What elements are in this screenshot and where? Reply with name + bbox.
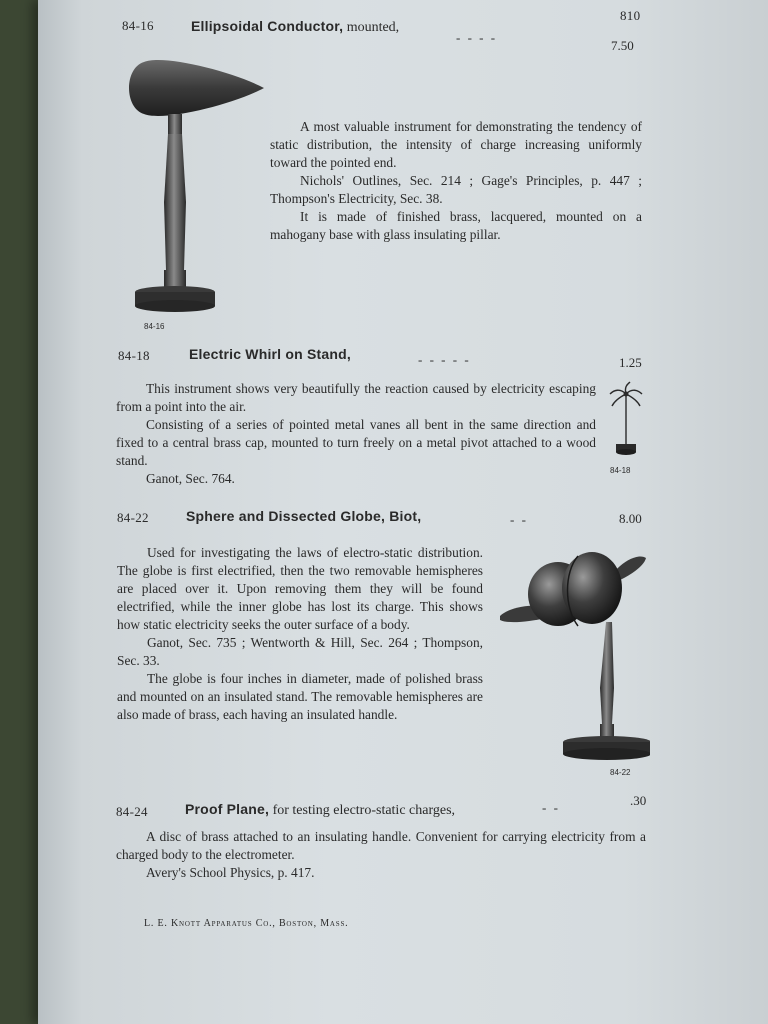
reference-paragraph: Nichols' Outlines, Sec. 214 ; Gage's Principles, p. 447 ; Thompson's Electricity, Sec. 38.	[270, 173, 642, 206]
description-paragraph: The globe is four inches in diameter, made of polished brass and mounted on an insulated stand. The removable hemispheres are also made of brass, each having an insulated handle.	[117, 671, 483, 722]
description-paragraph: This instrument shows very beautifully the reaction caused by electricity escaping from a point into the air.	[116, 381, 596, 414]
entry-number: 84-16	[122, 18, 154, 33]
leader-dashes: - - - -	[456, 30, 498, 45]
entry-description	[270, 118, 642, 244]
description-paragraph: A disc of brass attached to an insulating handle. Convenient for carrying electricity from a charged body to the electrometer.	[116, 829, 646, 862]
entry-price: 1.25	[619, 355, 642, 370]
description-paragraph: Consisting of a series of pointed metal vanes all bent in the same direction and fixed to a central brass cap, mounted to turn freely on a metal pivot attached to a wood stand.	[116, 417, 596, 468]
entry-number: 84-18	[118, 348, 150, 363]
entry-title: Sphere and Dissected Globe, Biot,	[186, 508, 422, 524]
entry-title-line	[185, 801, 455, 819]
electric-whirl-illustration	[606, 380, 646, 466]
entry-title-rest: mounted,	[343, 20, 400, 35]
reference-paragraph: Ganot, Sec. 764.	[146, 471, 235, 486]
figure-caption: 84-16	[144, 322, 165, 331]
leader-dashes: - - - - -	[418, 352, 471, 367]
reference-paragraph: Ganot, Sec. 735 ; Wentworth & Hill, Sec. 264 ; Thompson, Sec. 33.	[117, 635, 483, 668]
entry-price: 7.50	[611, 38, 634, 53]
description-paragraph: A most valuable instrument for demonstrating the tendency of static distribution, the intensity of charge increasing uniformly toward the pointed end.	[270, 119, 642, 170]
reference-paragraph: Avery's School Physics, p. 417.	[146, 865, 315, 880]
entry-price: .30	[630, 793, 647, 808]
page-number: 810	[620, 8, 641, 23]
entry-number: 84-22	[117, 510, 149, 525]
description-paragraph: Used for investigating the laws of electro-static distribution. The globe is first electrified, then the two removable hemispheres are placed over it. Upon removing them they will be found electrified, while the inner globe has lost its charge. This shows how static electricity seeks the outer surface of a body.	[117, 545, 483, 632]
catalog-page	[38, 0, 768, 1024]
description-paragraph: It is made of finished brass, lacquered, mounted on a mahogany base with glass insulating pillar.	[270, 209, 642, 242]
entry-description	[117, 544, 483, 724]
entry-title: Electric Whirl on Stand,	[189, 346, 351, 362]
entry-number: 84-24	[116, 804, 148, 819]
entry-title: Proof Plane,	[185, 801, 270, 817]
entry-title: Ellipsoidal Conductor,	[191, 18, 344, 34]
entry-price: 8.00	[619, 511, 642, 526]
leader-dashes: - -	[542, 800, 560, 815]
entry-description	[116, 828, 646, 882]
dissected-globe-illustration	[494, 548, 650, 770]
ellipsoidal-conductor-illustration	[124, 52, 274, 320]
entry-description	[116, 380, 596, 488]
publisher-footer: L. E. Knott Apparatus Co., Boston, Mass.	[144, 918, 349, 929]
entry-title-line	[191, 18, 399, 36]
figure-caption: 84-22	[610, 768, 631, 777]
leader-dashes: - -	[510, 512, 528, 527]
entry-title-rest: for testing electro-static charges,	[269, 803, 456, 818]
figure-caption: 84-18	[610, 466, 631, 475]
